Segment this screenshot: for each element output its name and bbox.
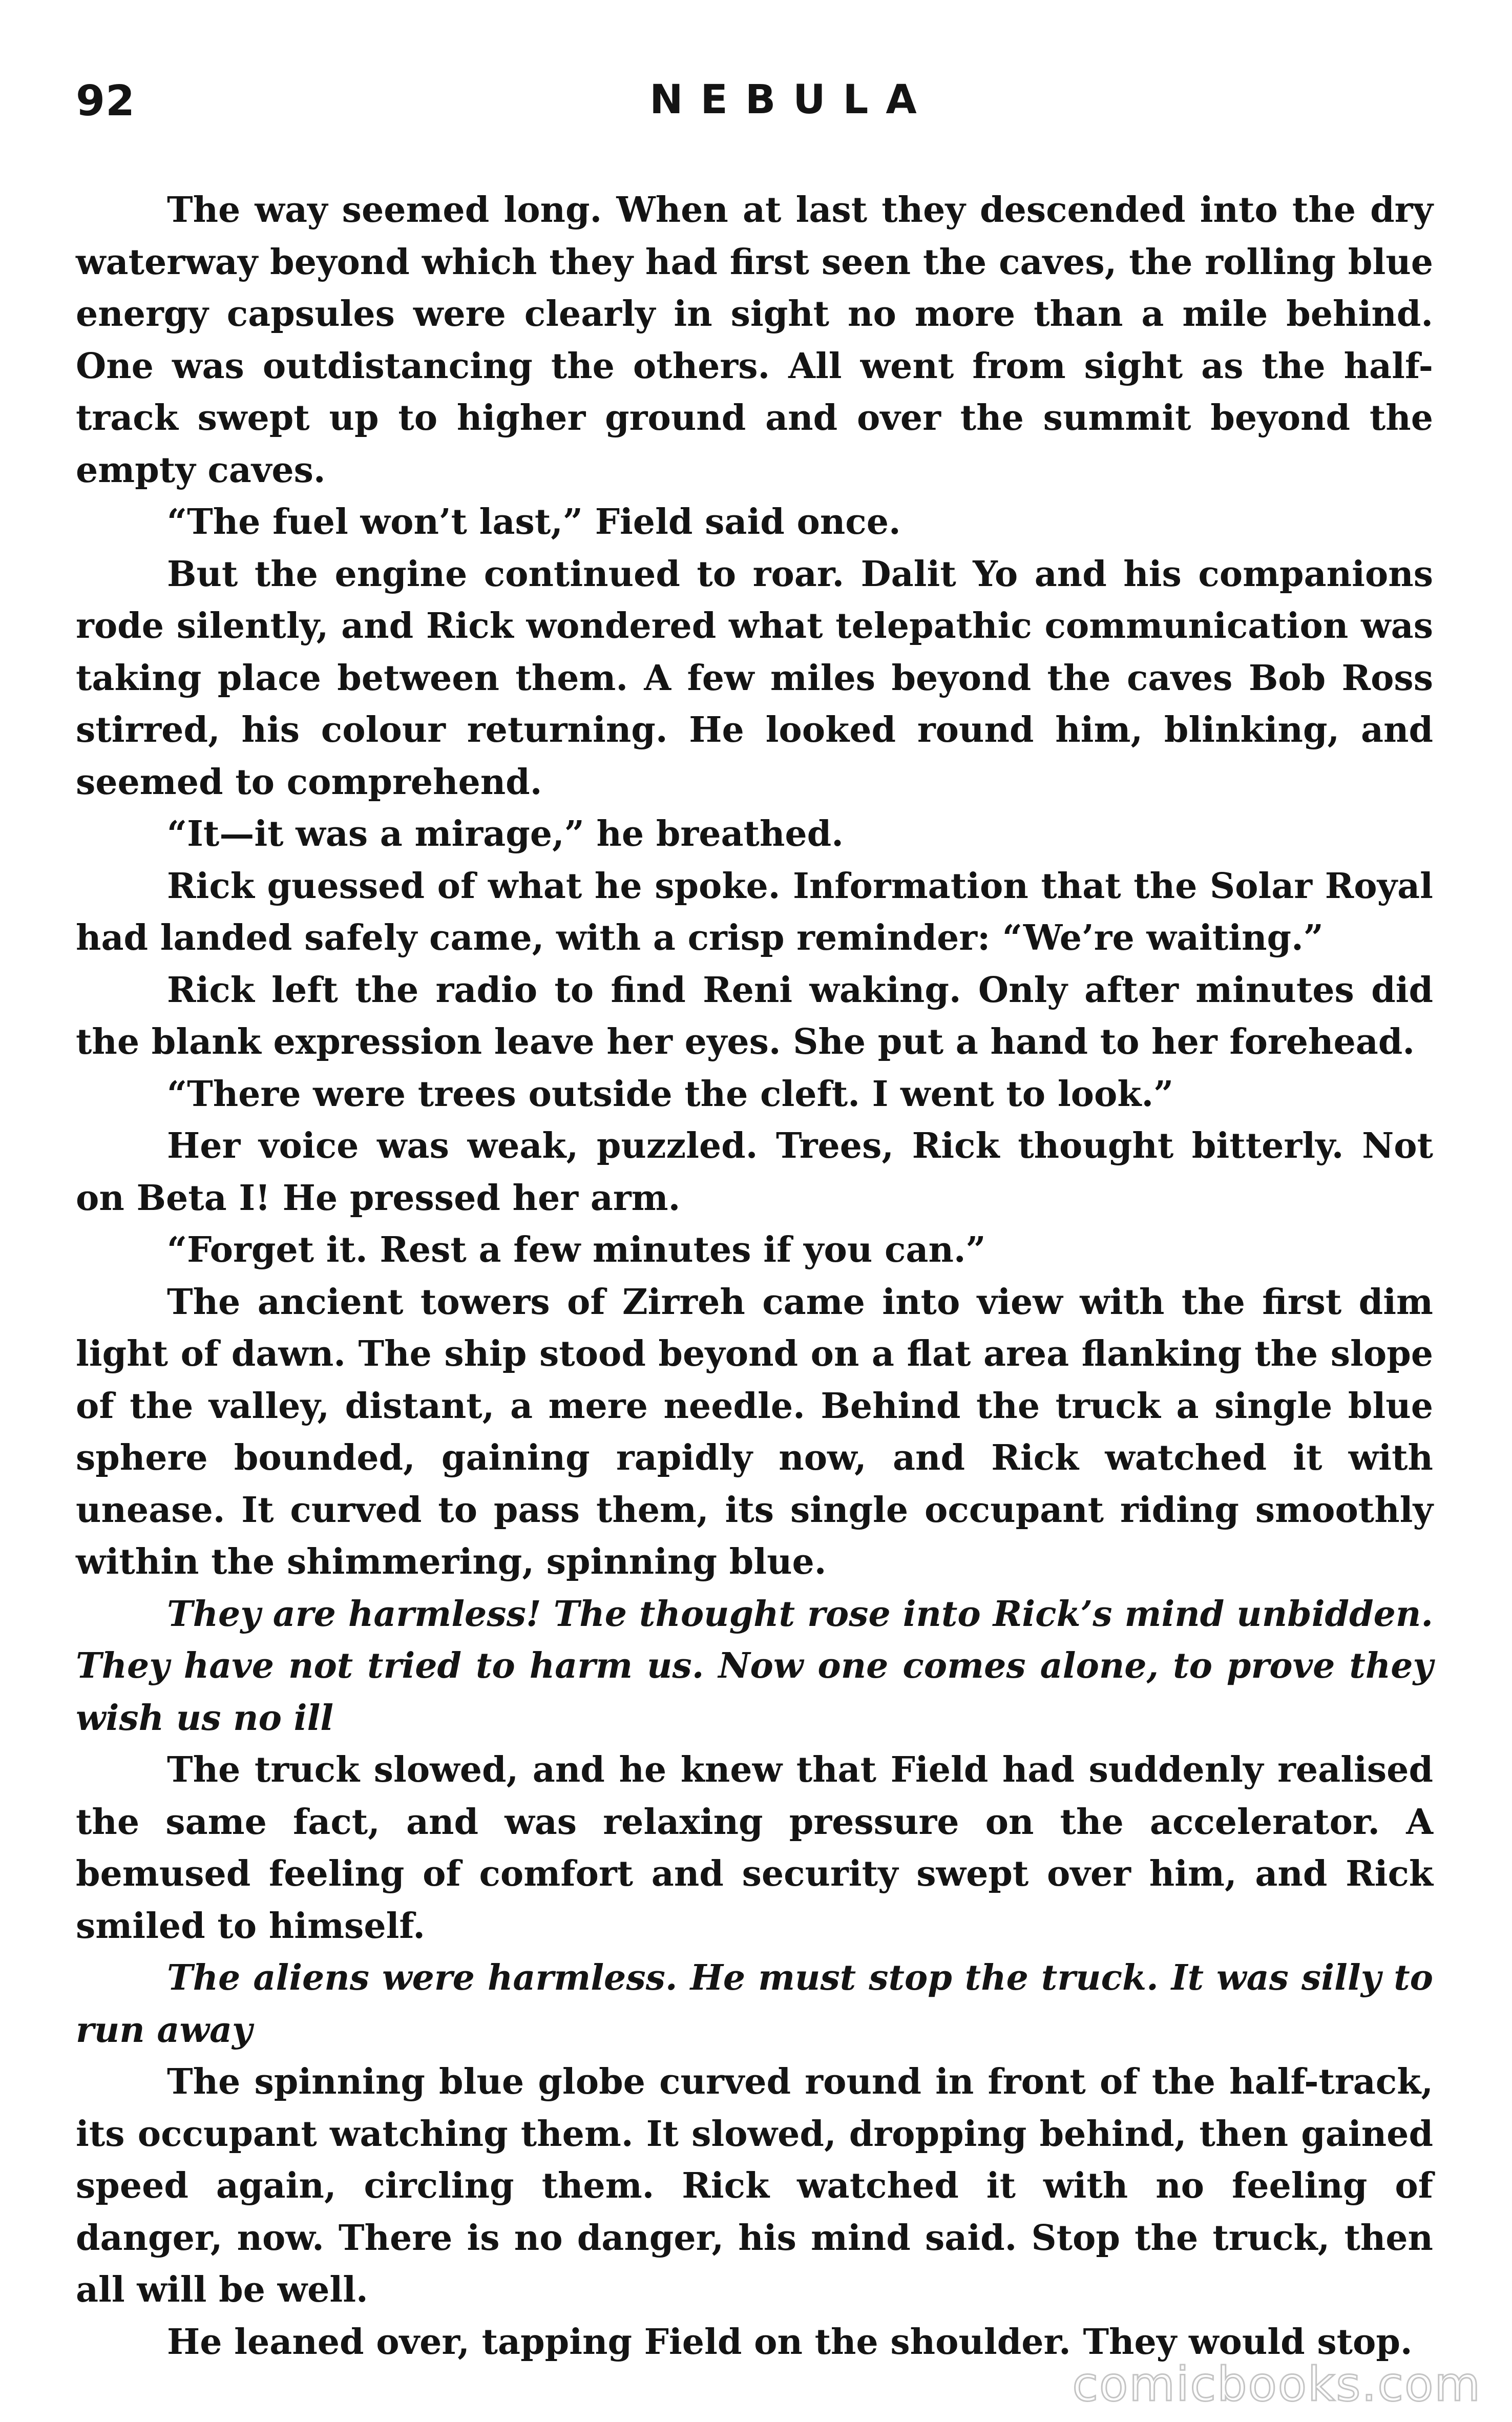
paragraph: He leaned over, tapping Field on the shoulder. They would stop. xyxy=(167,2321,1413,2363)
paragraph: The ancient towers of Zirreh came into view with the first dim light of dawn. The ship stood beyond on a flat area flanking the slope of the valley, distant, a mere needle. Behind the truck a single blue sphere bounded, gaining rapidly now, and Rick watched it with unease. It curved to pass them, its single occupant riding smoothly within the shimmering, spinning blue. xyxy=(76,1281,1433,1582)
paragraph: The truck slowed, and he knew that Field had suddenly realised the same fact, and was relaxing pressure on the accelerator. A bemused feeling of comfort and security swept over him, and Rick smiled to himself. xyxy=(76,1749,1433,1947)
page-header xyxy=(76,77,1433,133)
watermark: comicbooks.com xyxy=(1072,2357,1481,2412)
paragraph: The spinning blue globe curved round in front of the half-track, its occupant watching them. It slowed, dropping behind, then gained speed again, circling them. Rick watched it with no feeling of danger, now. There is no danger, his mind said. Stop the truck, then all will be well. xyxy=(76,2061,1433,2310)
paragraph: “It—it was a mirage,” he breathed. xyxy=(167,813,844,854)
paragraph: But the engine continued to roar. Dalit Yo and his companions rode silently, and Rick wondered what telepathic communication was taking place between them. A few miles beyond the caves Bob Ross stirred, his colour returning. He looked round him, blinking, and seemed to comprehend. xyxy=(76,553,1433,803)
paragraph: “There were trees outside the cleft. I went to look.” xyxy=(167,1073,1174,1115)
paragraph: “The fuel won’t last,” Field said once. xyxy=(167,502,901,542)
telepathic-thought-paragraph: They are harmless! The thought rose into Rick’s mind unbidden. They have not tried to harm us. Now one comes alone, to prove they wish us no ill xyxy=(76,1593,1433,1739)
telepathic-thought-paragraph: The aliens were harmless. He must stop the truck. It was silly to run away xyxy=(76,1957,1433,2051)
paragraph: “Forget it. Rest a few minutes if you can.” xyxy=(167,1229,986,1270)
running-title: NEBULA xyxy=(649,77,934,123)
paragraph: The way seemed long. When at last they descended into the dry waterway beyond which they had first seen the caves, the rolling blue energy capsules were clearly in sight no more than a mile behind. One was outdistancing the others. All went from sight as the half-track swept up to higher ground and over the summit beyond the empty caves. xyxy=(76,190,1433,491)
paragraph: Rick guessed of what he spoke. Information that the Solar Royal had landed safely came, with a crisp reminder: “We’re waiting.” xyxy=(76,865,1433,958)
paragraph: Her voice was weak, puzzled. Trees, Rick thought bitterly. Not on Beta I! He pressed her arm. xyxy=(76,1125,1433,1219)
paragraph: Rick left the radio to find Reni waking. Only after minutes did the blank expression leave her eyes. She put a hand to her forehead. xyxy=(76,969,1433,1062)
page-number: 92 xyxy=(76,77,136,126)
story-text xyxy=(76,184,1433,2368)
